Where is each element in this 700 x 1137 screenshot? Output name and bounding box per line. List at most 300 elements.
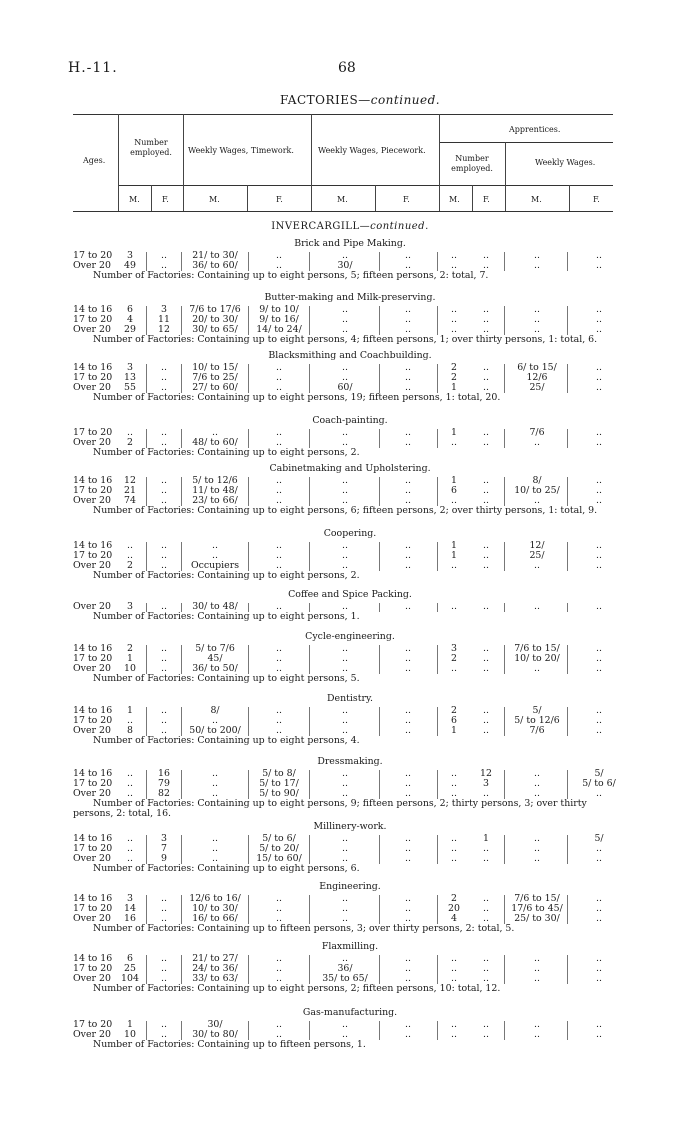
age-cell: 17 to 20 [73,427,113,438]
value-cell: .. [534,304,540,315]
age-cell: Over 20 [73,973,111,984]
age-cell: Over 20 [73,560,111,571]
divider [309,895,310,924]
value-cell: .. [342,833,348,844]
divider [309,1021,310,1040]
value-cell: .. [483,853,489,864]
age-cell: 14 to 16 [73,705,113,716]
value-cell: .. [483,653,489,664]
value-cell: .. [405,893,411,904]
value-cell: 5/ to 8/ [262,768,296,779]
value-cell: .. [534,953,540,964]
value-cell: 25/ [529,550,545,561]
divider [379,429,380,448]
value-cell: .. [127,768,133,779]
value-cell: 30/ to 48/ [192,601,238,612]
value-cell: .. [596,382,602,393]
value-cell: .. [212,427,218,438]
value-cell: 49 [124,260,136,271]
value-cell: .. [483,953,489,964]
divider [181,1021,182,1040]
factory-count-note: Number of Factories: Containing up to eight persons, 5. [93,673,360,684]
value-cell: .. [596,1019,602,1030]
value-cell: .. [405,550,411,561]
divider [437,306,438,335]
value-cell: 7/6 to 15/ [514,893,560,904]
age-cell: 14 to 16 [73,833,113,844]
value-cell: .. [405,833,411,844]
divider [181,542,182,571]
value-cell: .. [483,893,489,904]
age-cell: 14 to 16 [73,475,113,486]
value-cell: 2 [451,362,457,373]
factory-count-note: Number of Factories: Containing up to fifteen persons, 3; over thirty persons, 2: total, 5. [93,923,515,934]
value-cell: .. [596,705,602,716]
divider [309,707,310,736]
divider [309,477,310,506]
value-cell: .. [342,715,348,726]
value-cell: 12/6 [526,372,548,383]
divider [437,835,438,864]
value-cell: 6 [451,485,457,496]
value-cell: .. [596,953,602,964]
value-cell: .. [161,1029,167,1040]
header-app-number: Number employed. [451,154,493,173]
value-cell: .. [212,550,218,561]
value-cell: 16 [158,768,170,779]
factory-count-note: Number of Factories: Containing up to eight persons, 6; fifteen persons, 2; over thirty persons, 1: total, 9. [93,505,598,516]
divider [437,364,438,393]
value-cell: 5/ to 6/ [582,778,616,789]
value-cell: .. [276,362,282,373]
value-cell: 1 [451,725,457,736]
value-cell: .. [534,1029,540,1040]
age-cell: 14 to 16 [73,768,113,779]
value-cell: .. [276,1029,282,1040]
divider [248,835,249,864]
divider [504,1021,505,1040]
divider [146,707,147,736]
age-cell: 14 to 16 [73,893,113,904]
divider [504,603,505,612]
value-cell: .. [596,715,602,726]
divider [248,364,249,393]
section-title: Cycle-engineering. [305,631,395,642]
value-cell: 3 [483,778,489,789]
age-cell: Over 20 [73,853,111,864]
value-cell: .. [212,843,218,854]
age-cell: Over 20 [73,601,111,612]
value-cell: .. [534,250,540,261]
value-cell: .. [596,893,602,904]
value-cell: Occupiers [190,560,240,571]
factory-count-note: Number of Factories: Containing up to eight persons, 2. [93,570,360,581]
value-cell: .. [405,973,411,984]
value-cell: 6 [127,953,133,964]
value-cell: 74 [124,495,136,506]
header-weekly-piece: Weekly Wages, Piecework. [318,146,426,155]
value-cell: 3 [127,601,133,612]
value-cell: .. [212,778,218,789]
value-cell: .. [405,495,411,506]
divider [504,895,505,924]
value-cell: .. [161,715,167,726]
value-cell: .. [534,788,540,799]
value-cell: .. [405,778,411,789]
divider [379,252,380,271]
value-cell: .. [342,372,348,383]
value-cell: .. [596,843,602,854]
value-cell: 2 [451,705,457,716]
value-cell: .. [405,725,411,736]
value-cell: .. [483,362,489,373]
value-cell: .. [534,601,540,612]
value-cell: .. [451,973,457,984]
divider [309,306,310,335]
value-cell: .. [483,427,489,438]
value-cell: 3 [161,304,167,315]
header-weekly-time: Weekly Wages, Timework. [188,146,294,155]
value-cell: 10/ to 15/ [192,362,238,373]
value-cell: .. [161,382,167,393]
divider [567,252,568,271]
value-cell: 5/ [594,768,604,779]
divider [437,645,438,674]
value-cell: .. [161,893,167,904]
value-cell: .. [534,663,540,674]
value-cell: 30/ to 80/ [192,1029,238,1040]
value-cell: 2 [127,560,133,571]
divider [146,429,147,448]
age-cell: Over 20 [73,437,111,448]
value-cell: 1 [451,550,457,561]
value-cell: .. [483,913,489,924]
value-cell: 60/ [337,382,353,393]
value-cell: 20/ to 30/ [192,314,238,325]
factory-count-note: Number of Factories: Containing up to eight persons, 19; fifteen persons, 1: total, 20. [93,392,501,403]
value-cell: .. [451,778,457,789]
value-cell: 12 [480,768,492,779]
value-cell: .. [161,362,167,373]
divider [146,252,147,271]
value-cell: 20 [448,903,460,914]
value-cell: 5/ to 12/6 [514,715,560,726]
value-cell: .. [405,382,411,393]
value-cell: .. [276,893,282,904]
value-cell: .. [405,1019,411,1030]
value-cell: .. [342,953,348,964]
value-cell: .. [161,953,167,964]
value-cell: .. [405,653,411,664]
divider [309,645,310,674]
value-cell: .. [596,475,602,486]
value-cell: .. [342,1029,348,1040]
divider [309,252,310,271]
value-cell: .. [161,653,167,664]
divider [248,306,249,335]
header-apprentices: Apprentices. [509,125,561,134]
value-cell: 36/ to 60/ [192,260,238,271]
divider [567,835,568,864]
divider [248,252,249,271]
value-cell: .. [534,843,540,854]
value-cell: .. [276,382,282,393]
divider [379,895,380,924]
divider [504,835,505,864]
value-cell: .. [451,601,457,612]
value-cell: .. [596,560,602,571]
header-app-wages: Weekly Wages. [535,158,596,167]
value-cell: .. [342,362,348,373]
value-cell: .. [342,893,348,904]
value-cell: 3 [127,362,133,373]
value-cell: .. [534,963,540,974]
value-cell: .. [405,475,411,486]
section-title: Blacksmithing and Coachbuilding. [268,350,432,361]
value-cell: 6 [127,304,133,315]
page-number: 68 [338,60,356,76]
value-cell: 5/ to 90/ [259,788,299,799]
value-cell: .. [596,601,602,612]
value-cell: .. [483,705,489,716]
value-cell: .. [161,250,167,261]
value-cell: .. [342,653,348,664]
value-cell: .. [451,853,457,864]
value-cell: .. [534,495,540,506]
place-name: INVERCARGILL [271,221,360,232]
value-cell: .. [483,903,489,914]
value-cell: .. [405,540,411,551]
age-cell: Over 20 [73,260,111,271]
section-title: Dentistry. [327,693,373,704]
value-cell: .. [212,853,218,864]
age-cell: 17 to 20 [73,653,113,664]
value-cell: 12 [158,324,170,335]
value-cell: .. [276,550,282,561]
value-cell: .. [405,362,411,373]
value-cell: 2 [127,643,133,654]
value-cell: 7 [161,843,167,854]
value-cell: .. [161,705,167,716]
divider [504,542,505,571]
value-cell: .. [596,653,602,664]
age-cell: Over 20 [73,725,111,736]
value-cell: .. [405,304,411,315]
value-cell: .. [596,324,602,335]
header-m: M. [129,195,140,204]
value-cell: .. [212,540,218,551]
divider [181,645,182,674]
value-cell: 2 [451,893,457,904]
value-cell: .. [483,643,489,654]
section-title: Millinery-work. [313,821,387,832]
age-cell: 14 to 16 [73,540,113,551]
value-cell: .. [405,788,411,799]
value-cell: .. [212,788,218,799]
value-cell: .. [596,314,602,325]
age-cell: 17 to 20 [73,550,113,561]
value-cell: .. [483,495,489,506]
value-cell: .. [483,725,489,736]
divider [146,1021,147,1040]
value-cell: .. [276,601,282,612]
value-cell: 9 [161,853,167,864]
divider [567,1021,568,1040]
factory-count-note: Number of Factories: Containing up to eight persons, 9; fifteen persons, 2; thirty persons, 3; over thirty [93,798,587,809]
value-cell: 30/ [207,1019,223,1030]
value-cell: .. [596,372,602,383]
value-cell: .. [483,1029,489,1040]
value-cell: 7/6 to 17/6 [189,304,241,315]
divider [181,770,182,799]
value-cell: .. [342,663,348,674]
value-cell: 104 [121,973,139,984]
value-cell: .. [451,788,457,799]
value-cell: .. [212,833,218,844]
divider [567,955,568,984]
value-cell: .. [161,260,167,271]
value-cell: .. [596,550,602,561]
value-cell: .. [405,913,411,924]
age-cell: Over 20 [73,663,111,674]
value-cell: 30/ [337,260,353,271]
title-text: FACTORIES [280,93,359,107]
value-cell: .. [451,768,457,779]
divider [437,542,438,571]
divider [567,306,568,335]
value-cell: .. [451,324,457,335]
value-cell: 1 [483,833,489,844]
value-cell: .. [342,495,348,506]
value-cell: .. [405,705,411,716]
value-cell: .. [483,560,489,571]
section-title: Engineering. [319,881,381,892]
value-cell: .. [483,963,489,974]
value-cell: .. [596,913,602,924]
age-cell: 17 to 20 [73,1019,113,1030]
value-cell: .. [451,843,457,854]
value-cell: .. [596,540,602,551]
factory-count-note: Number of Factories: Containing up to eight persons, 4. [93,735,360,746]
divider [248,1021,249,1040]
age-cell: 17 to 20 [73,485,113,496]
divider [567,707,568,736]
value-cell: 12 [124,475,136,486]
section-title: Dressmaking. [317,756,383,767]
value-cell: 48/ to 60/ [192,437,238,448]
value-cell: .. [451,1019,457,1030]
divider [181,707,182,736]
value-cell: .. [342,1019,348,1030]
value-cell: .. [276,705,282,716]
value-cell: 55 [124,382,136,393]
value-cell: 2 [451,653,457,664]
value-cell: .. [483,475,489,486]
value-cell: .. [161,550,167,561]
divider [437,895,438,924]
section-title: Coffee and Spice Packing. [288,589,412,600]
value-cell: .. [342,903,348,914]
value-cell: .. [342,843,348,854]
value-cell: .. [342,768,348,779]
value-cell: .. [596,437,602,448]
value-cell: 4 [127,314,133,325]
header-m: M. [337,195,348,204]
value-cell: .. [451,833,457,844]
value-cell: 17/6 to 45/ [511,903,563,914]
value-cell: .. [276,260,282,271]
value-cell: .. [405,953,411,964]
value-cell: .. [405,768,411,779]
value-cell: .. [212,768,218,779]
divider [379,542,380,571]
age-cell: Over 20 [73,788,111,799]
value-cell: .. [596,260,602,271]
divider [379,603,380,612]
value-cell: .. [405,324,411,335]
value-cell: .. [276,560,282,571]
value-cell: 16/ to 66/ [192,913,238,924]
value-cell: 11 [158,314,170,325]
divider [248,707,249,736]
divider [146,477,147,506]
header-f: F. [593,195,600,204]
divider [379,364,380,393]
value-cell: 8 [127,725,133,736]
divider [181,955,182,984]
value-cell: .. [276,427,282,438]
value-cell: .. [342,643,348,654]
value-cell: .. [483,843,489,854]
divider [146,770,147,799]
title-continued: continued. [370,93,441,107]
value-cell: 7/6 [529,427,545,438]
divider [437,770,438,799]
value-cell: 11/ to 48/ [192,485,238,496]
value-cell: .. [161,475,167,486]
value-cell: .. [127,843,133,854]
divider [504,252,505,271]
divider [437,1021,438,1040]
divider [146,645,147,674]
value-cell: .. [276,913,282,924]
value-cell: 5/ to 20/ [259,843,299,854]
divider [437,429,438,448]
value-cell: .. [212,715,218,726]
value-cell: 8/ [532,475,542,486]
value-cell: 29 [124,324,136,335]
value-cell: .. [161,913,167,924]
divider [379,645,380,674]
factory-count-note: Number of Factories: Containing up to eight persons, 6. [93,863,360,874]
value-cell: .. [405,314,411,325]
value-cell: .. [342,540,348,551]
value-cell: .. [276,663,282,674]
place-continued: continued. [370,221,429,232]
divider [146,306,147,335]
value-cell: .. [405,853,411,864]
divider [181,364,182,393]
place-dash: — [359,221,371,232]
value-cell: .. [342,475,348,486]
value-cell: 2 [127,437,133,448]
value-cell: .. [276,495,282,506]
value-cell: .. [596,427,602,438]
value-cell: .. [483,715,489,726]
divider [567,542,568,571]
divider [567,770,568,799]
value-cell: .. [405,963,411,974]
